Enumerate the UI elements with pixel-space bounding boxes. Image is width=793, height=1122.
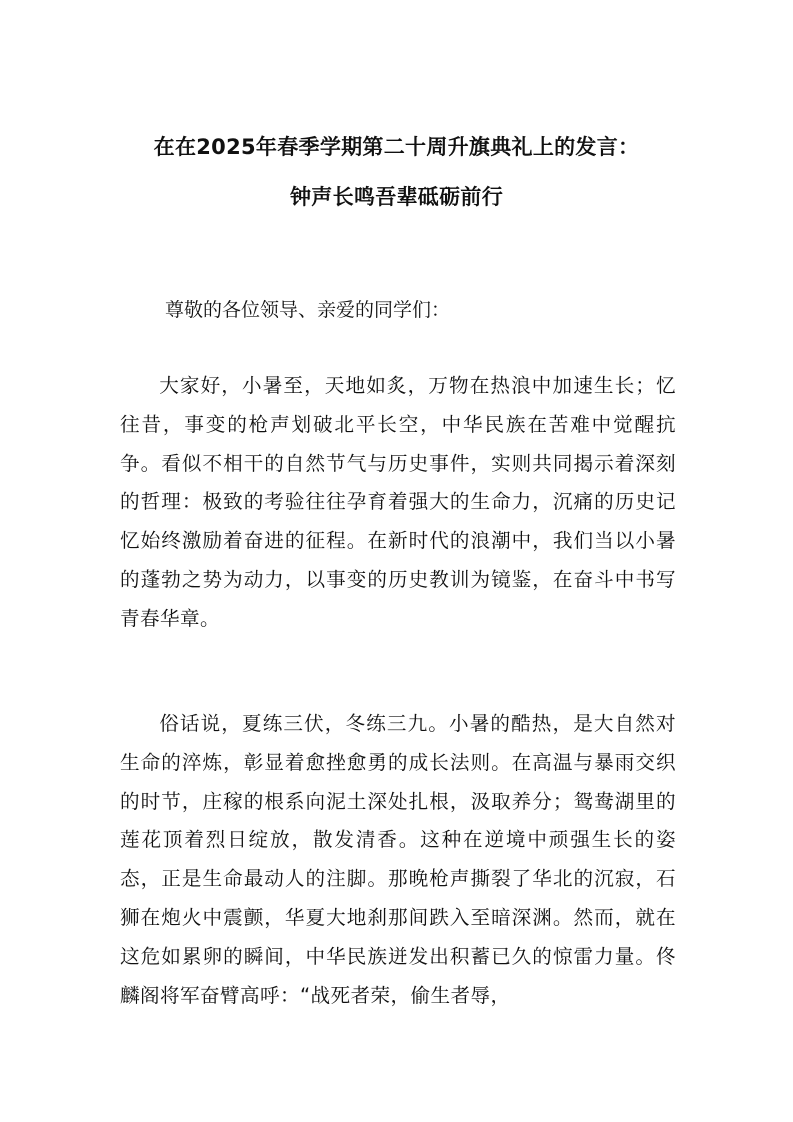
salutation: 尊敬的各位领导、亲爱的同学们： [165,299,451,321]
body-paragraph-1: 大家好，小暑至，天地如炙，万物在热浪中加速生长；忆往昔，事变的枪声划破北平长空，中华民族在苦难中觉醒抗争。看似不相干的自然节气与历史事件，实则共同揭示着深刻的哲理：极致的考验往往孕育着强大的生命力，沉痛的历史记忆始终激励着奋进的征程。在新时代的浪潮中，我们当以小暑的蓬勃之势为动力，以事变的历史教训为镜鉴，在奋斗中书写青春华章。 [120,374,676,630]
body-paragraph-2: 俗话说，夏练三伏，冬练三九。小暑的酷热，是大自然对生命的淬炼，彰显着愈挫愈勇的成长法则。在高温与暴雨交织的时节，庄稼的根系向泥土深处扎根，汲取养分；鸳鸯湖里的莲花顶着烈日绽放，散发清香。这种在逆境中顽强生长的姿态，正是生命最动人的注脚。那晚枪声撕裂了华北的沉寂，石狮在炮火中震颤，华夏大地刹那间跌入至暗深渊。然而，就在这危如累卵的瞬间，中华民族迸发出积蓄已久的惊雷力量。佟麟阁将军奋臂高呼：“战死者荣，偷生者辱， [120,712,676,1007]
document-title-line-1: 在在2025年春季学期第二十周升旗典礼上的发言： [153,135,640,159]
document-title-line-2: 钟声长鸣吾辈砥砺前行 [290,185,503,209]
